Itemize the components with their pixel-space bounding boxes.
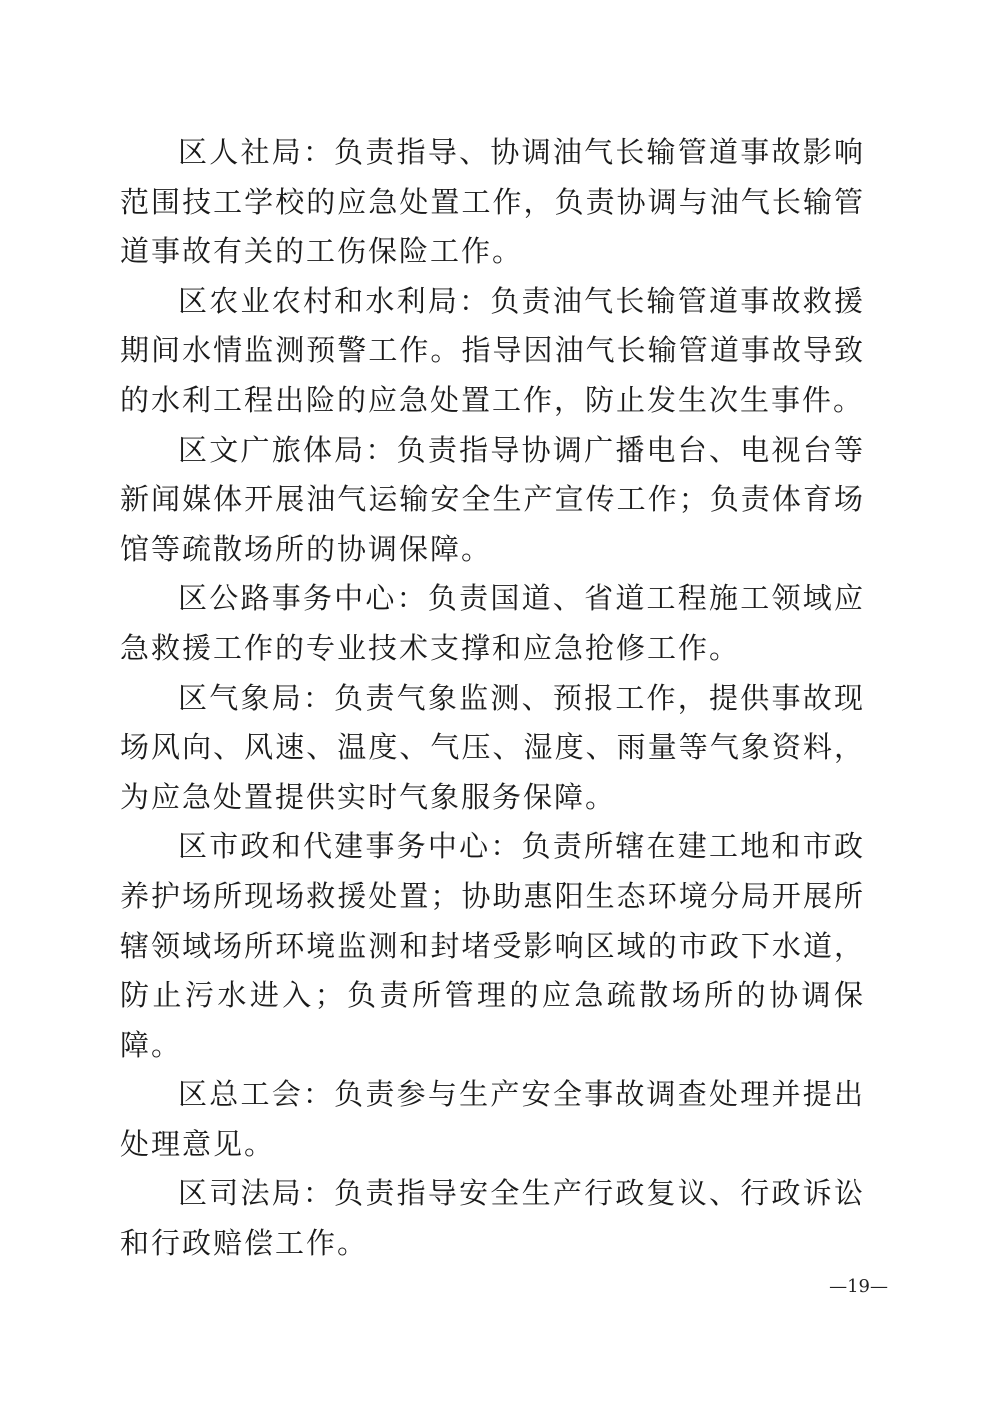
document-body: [120, 128, 865, 1269]
paragraph-justice-bureau: 区司法局：负责指导安全生产行政复议、行政诉讼和行政赔偿工作。: [120, 1176, 865, 1261]
page-number: —19—: [829, 1276, 888, 1297]
paragraph-agriculture-water-bureau: 区农业农村和水利局：负责油气长输管道事故救援期间水情监测预警工作。指导因油气长输管道事故导致的水利工程出险的应急处置工作，防止发生次生事件。: [120, 283, 865, 417]
paragraph-municipal-construction-center: 区市政和代建事务中心：负责所辖在建工地和市政养护场所现场救援处置；协助惠阳生态环境分局开展所辖领域场所环境监测和封堵受影响区域的市政下水道，防止污水进入；负责所管理的应急疏散场所的协调保障。: [120, 829, 865, 1062]
paragraph-culture-tourism-bureau: 区文广旅体局：负责指导协调广播电台、电视台等新闻媒体开展油气运输安全生产宣传工作；负责体育场馆等疏散场所的协调保障。: [120, 432, 865, 566]
paragraph-meteorological-bureau: 区气象局：负责气象监测、预报工作，提供事故现场风向、风速、温度、气压、湿度、雨量等气象资料，为应急处置提供实时气象服务保障。: [120, 680, 865, 814]
paragraph-federation-of-trade-unions: 区总工会：负责参与生产安全事故调查处理并提出处理意见。: [120, 1077, 865, 1161]
paragraph-hr-bureau: 区人社局：负责指导、协调油气长输管道事故影响范围技工学校的应急处置工作，负责协调与油气长输管道事故有关的工伤保险工作。: [120, 135, 865, 269]
paragraph-highway-affairs-center: 区公路事务中心：负责国道、省道工程施工领域应急救援工作的专业技术支撑和应急抢修工作。: [120, 581, 865, 665]
